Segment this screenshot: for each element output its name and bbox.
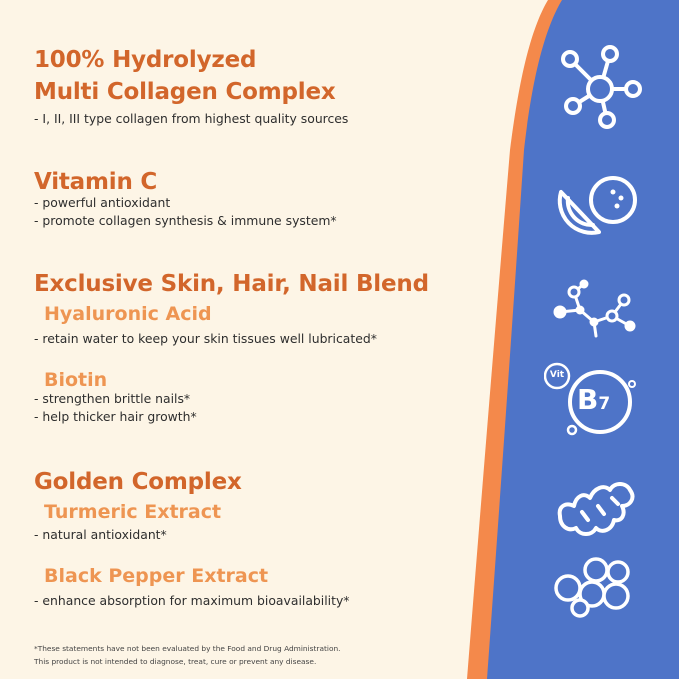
- turmeric-detail-1: - natural antioxidant*: [34, 527, 167, 542]
- hyaluronic-molecule-icon: [550, 276, 642, 340]
- disclaimer-line-2: This product is not intended to diagnose, treat, cure or prevent any disease.: [34, 657, 317, 666]
- vitamin-b7-icon: [544, 358, 638, 440]
- b7-sub: 7: [598, 394, 611, 414]
- biotin-title: Biotin: [44, 369, 108, 391]
- hyaluronic-detail-1: - retain water to keep your skin tissues well lubricated*: [34, 331, 377, 346]
- molecule-network-icon: [555, 44, 645, 134]
- citrus-slice-icon: [555, 172, 645, 242]
- hyaluronic-title: Hyaluronic Acid: [44, 303, 212, 325]
- collagen-title-line-1: 100% Hydrolyzed: [34, 47, 257, 73]
- golden-title: Golden Complex: [34, 469, 242, 495]
- biotin-detail-1: - strengthen brittle nails*: [34, 391, 191, 406]
- vit-badge-label: Vit: [549, 370, 565, 380]
- blend-title: Exclusive Skin, Hair, Nail Blend: [34, 271, 429, 297]
- collagen-title-line-2: Multi Collagen Complex: [34, 79, 336, 105]
- turmeric-title: Turmeric Extract: [44, 501, 222, 523]
- vitamin-c-title: Vitamin C: [34, 169, 158, 195]
- ginger-root-icon: [552, 476, 638, 538]
- peppercorns-icon: [552, 556, 636, 618]
- disclaimer-line-1: *These statements have not been evaluated by the Food and Drug Administration.: [34, 644, 341, 653]
- biotin-detail-2: - help thicker hair growth*: [34, 409, 197, 424]
- b7-label: [577, 384, 610, 420]
- b7-main: B: [577, 383, 599, 416]
- vitamin-c-detail-1: - powerful antioxidant: [34, 195, 171, 210]
- pepper-title: Black Pepper Extract: [44, 565, 269, 587]
- vitamin-c-detail-2: - promote collagen synthesis & immune system*: [34, 213, 337, 228]
- collagen-detail-1: - I, II, III type collagen from highest quality sources: [34, 111, 349, 126]
- pepper-detail-1: - enhance absorption for maximum bioavailability*: [34, 593, 350, 608]
